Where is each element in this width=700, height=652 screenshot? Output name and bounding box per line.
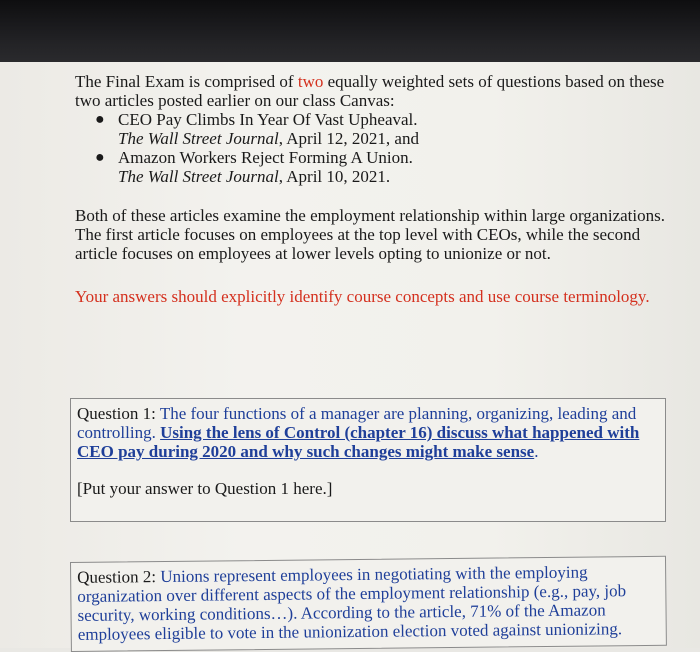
instruction-paragraph: Your answers should explicitly identify course concepts and use course terminology. — [75, 287, 650, 306]
article-source — [75, 129, 675, 148]
question-1-box[interactable] — [70, 398, 666, 522]
intro-text-end: equally weighted sets of questions based on these two articles posted earlier on our class Canvas: — [75, 72, 665, 110]
question-1-end: . — [534, 442, 539, 461]
article-title: CEO Pay Climbs In Year Of Vast Upheaval. — [118, 110, 418, 129]
bullet-icon: ● — [95, 111, 105, 128]
bullet-icon: ● — [95, 149, 105, 166]
article-list — [75, 110, 675, 186]
screen-top-bezel — [0, 0, 700, 62]
question-1-prompt: Using the lens of Control (chapter 16) discuss what happened with CEO pay during 2020 and why such changes might make sense — [77, 423, 640, 461]
question-1-text: The four functions of a manager are planning, organizing, leading and controlling. — [77, 404, 637, 442]
exam-instructions — [75, 72, 675, 306]
source-name: The Wall Street Journal — [118, 167, 279, 186]
question-2-label: Question 2: — [77, 567, 161, 587]
intro-highlight: two — [297, 72, 324, 91]
article-item — [75, 110, 675, 129]
source-detail: , April 12, 2021, and — [278, 129, 419, 148]
question-1-answer-field[interactable]: [Put your answer to Question 1 here.] — [77, 479, 333, 498]
intro-text-start: The Final Exam is comprised of — [75, 72, 298, 91]
question-2-box[interactable] — [70, 556, 667, 652]
question-2-text: Unions represent employees in negotiating with the employing organization over different aspects of the employment relationship (e.g., pay, job security, working conditions…). According to the article, 71% of the Amazon employees eligible to vote in the unionization election voted against unionizing. — [77, 562, 627, 644]
intro-paragraph — [75, 72, 675, 110]
article-source — [75, 167, 675, 186]
article-title: Amazon Workers Reject Forming A Union. — [118, 148, 413, 167]
source-name: The Wall Street Journal — [118, 129, 279, 148]
context-paragraph: Both of these articles examine the employment relationship within large organizations. The first article focuses on employees at the top level with CEOs, while the second article focuses on employees at lower levels opting to unionize or not. — [75, 206, 665, 263]
article-item — [75, 148, 675, 167]
source-detail: , April 10, 2021. — [278, 167, 391, 186]
question-1-label: Question 1: — [77, 404, 160, 423]
